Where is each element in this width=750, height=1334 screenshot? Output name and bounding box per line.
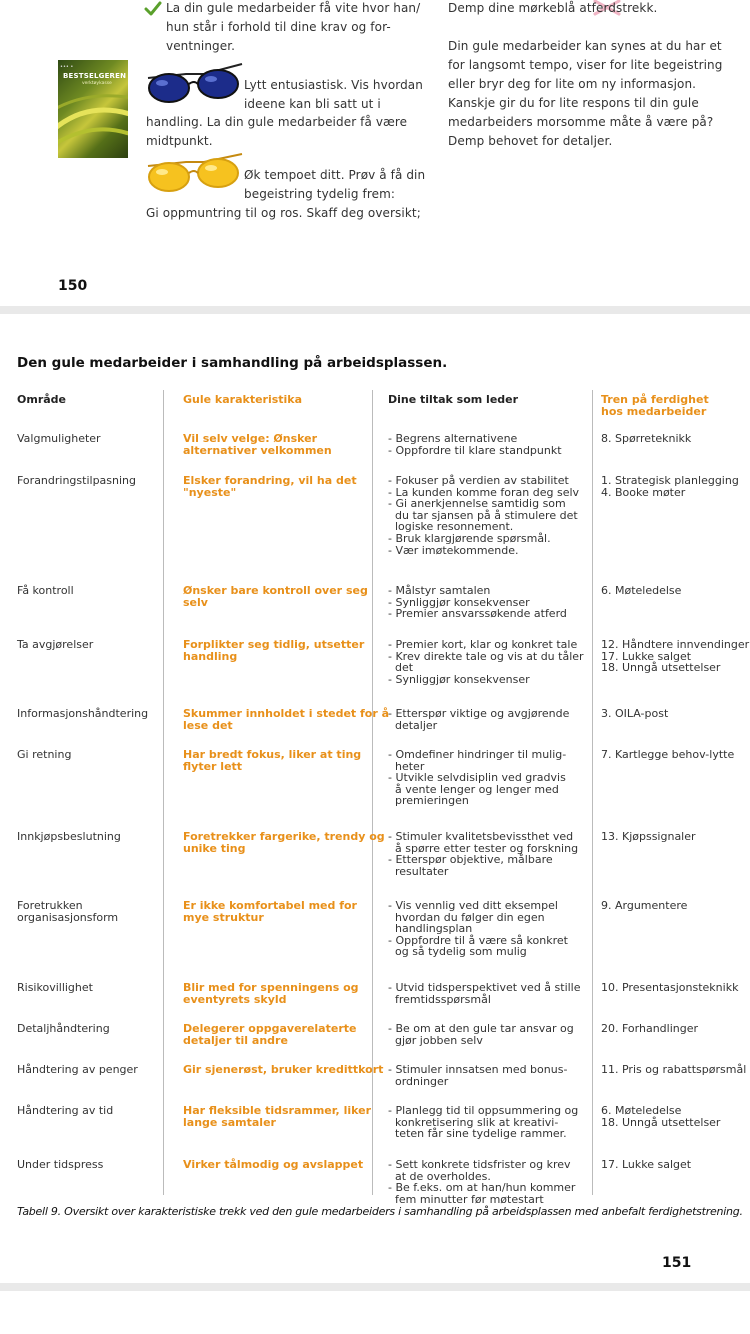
table-cell-line: unike ting	[183, 841, 246, 855]
table-cell-line: - Fokuser på verdien av stabilitet	[388, 474, 569, 487]
table-cell-line: det	[388, 661, 414, 675]
table-cell-line: hvordan du følger din egen	[388, 910, 545, 924]
table-cell-line: 17. Lukke salget	[601, 649, 692, 663]
table-cell-line: - Synliggjør konsekvenser	[388, 595, 530, 609]
table-row-1-area-cell	[17, 433, 101, 445]
table-cell-line: 18. Unngå utsettelser	[601, 661, 721, 675]
table-column-divider	[163, 390, 164, 1195]
table-row-11-area-cell	[17, 1064, 138, 1076]
table-cell-line: 1. Strategisk planlegging	[601, 474, 739, 487]
checkmark-text-2: hun står i forhold til dine krav og for-	[166, 20, 391, 34]
table-cell-line: 20. Forhandlinger	[601, 1022, 699, 1035]
encourage-text: Gi oppmuntring til og ros. Skaff deg oversikt;	[146, 206, 421, 220]
table-cell-line: organisasjonsform	[17, 910, 119, 924]
table-cell-line: å vente lenger og lenger med	[388, 782, 559, 796]
table-row-5-action-cell	[388, 708, 569, 731]
table-cell-line: Har fleksible tidsrammer, liker	[183, 1104, 372, 1117]
table-row-13-trait-cell	[183, 1159, 363, 1171]
table-cell-line: - Synliggjør konsekvenser	[388, 672, 530, 686]
table-cell-line: - Stimuler innsatsen med bonus-	[388, 1063, 568, 1076]
table-cell-line: logiske resonnement.	[388, 520, 514, 534]
bottom-divider	[0, 1283, 750, 1291]
table-cell-line: - Planlegg tid til oppsummering og	[388, 1104, 579, 1117]
checkmark-text-1: La din gule medarbeider få vite hvor han/	[166, 1, 421, 15]
table-cell-line: Valgmuligheter	[17, 432, 101, 445]
continuation-text-2: midtpunkt.	[146, 134, 213, 148]
table-row-6-area-cell	[17, 749, 71, 761]
table-cell-line: 6. Møteledelse	[601, 1104, 682, 1117]
table-cell-line: handlingsplan	[388, 922, 473, 936]
table-row-4-action-cell	[388, 639, 584, 685]
table-cell-line: Ønsker bare kontroll over seg	[183, 584, 368, 597]
right-title: Demp dine mørkeblå atferdstrekk.	[448, 1, 658, 15]
right-text-1: Din gule medarbeider kan synes at du har et	[448, 39, 722, 53]
table-cell-line: lese det	[183, 718, 233, 732]
table-cell-line: 3. OILA-post	[601, 707, 669, 720]
table-row-2-action-cell	[388, 475, 579, 556]
table-cell-line: - Gi anerkjennelse samtidig som	[388, 497, 566, 511]
table-row-2-skill-cell	[601, 475, 739, 498]
table-cell-line: Håndtering av penger	[17, 1063, 138, 1076]
table-cell-line: - Utvid tidsperspektivet ved å stille	[388, 981, 581, 994]
table-cell-line: fremtidsspørsmål	[388, 992, 491, 1006]
table-row-13-area-cell	[17, 1159, 103, 1171]
table-row-5-trait-cell	[183, 708, 389, 731]
table-cell-line: at de overholdes.	[388, 1169, 491, 1183]
table-row-11-skill-cell	[601, 1064, 746, 1076]
table-row-7-trait-cell	[183, 831, 385, 854]
table-row-5-skill-cell	[601, 708, 668, 720]
book-title: BESTSELGEREN	[63, 72, 127, 80]
table-cell-line: - Bruk klargjørende spørsmål.	[388, 531, 551, 545]
yellow-glasses-text-1: Øk tempoet ditt. Prøv å få din	[244, 168, 426, 182]
table-cell-line: "nyeste"	[183, 485, 237, 499]
book-subtitle: verktøykasse	[82, 81, 112, 86]
table-row-1-skill-cell	[601, 433, 691, 445]
table-cell-line: - Etterspør objektive, målbare	[388, 853, 553, 867]
table-cell-line: - Etterspør viktige og avgjørende	[388, 707, 570, 720]
table-cell-line: Er ikke komfortabel med for	[183, 899, 357, 912]
table-cell-line: 13. Kjøpssignaler	[601, 830, 696, 843]
table-row-4-area-cell	[17, 639, 93, 651]
table-column-divider	[592, 390, 593, 1195]
table-cell-line: - Oppfordre til å være så konkret	[388, 933, 568, 947]
table-cell-line: Virker tålmodig og avslappet	[183, 1158, 364, 1171]
table-cell-line: detaljer	[388, 718, 438, 732]
right-text-6: Demp behovet for detaljer.	[448, 134, 613, 148]
table-cell-line: 12. Håndtere innvendinger	[601, 638, 750, 651]
yellow-glasses-icon	[146, 150, 244, 196]
table-row-8-skill-cell	[601, 900, 687, 912]
table-row-6-action-cell	[388, 749, 566, 807]
table-cell-line: Få kontroll	[17, 584, 74, 597]
table-cell-line: selv	[183, 595, 208, 609]
table-cell-line: - Utvikle selvdisiplin ved gradvis	[388, 771, 566, 785]
table-cell-line: flyter lett	[183, 759, 243, 773]
table-cell-line: - Krev direkte tale og vis at du tåler	[388, 649, 584, 663]
table-cell-line: Håndtering av tid	[17, 1104, 114, 1117]
table-row-8-trait-cell	[183, 900, 357, 923]
table-row-13-skill-cell	[601, 1159, 691, 1171]
table-cell-line: 9. Argumentere	[601, 899, 688, 912]
table-row-8-area-cell	[17, 900, 118, 923]
table-cell-line: Delegerer oppgaverelaterte	[183, 1022, 357, 1035]
book-author: ••• •	[60, 64, 74, 70]
book-banana-illustration	[58, 90, 128, 158]
table-cell-line: - Premier kort, klar og konkret tale	[388, 638, 578, 651]
table-cell-line: Blir med for spenningens og	[183, 981, 359, 994]
table-cell-line: 17. Lukke salget	[601, 1158, 692, 1171]
table-cell-line: - Be f.eks. om at han/hun kommer	[388, 1181, 576, 1195]
table-row-1-action-cell	[388, 433, 562, 456]
table-cell-line: Under tidspress	[17, 1158, 104, 1171]
table-cell-line: 8. Spørreteknikk	[601, 432, 692, 445]
table-cell-line: - La kunden komme foran deg selv	[388, 485, 580, 499]
table-cell-line: du tar sjansen på å stimulere det	[388, 508, 578, 522]
table-row-3-area-cell	[17, 585, 74, 597]
dark-glasses-icon	[146, 60, 244, 106]
table-row-10-trait-cell	[183, 1023, 356, 1046]
book-cover-image	[58, 60, 128, 158]
checkmark-icon	[144, 1, 162, 17]
table-cell-line: gjør jobben selv	[388, 1033, 483, 1047]
checkmark-text-3: ventninger.	[166, 39, 236, 53]
table-cell-line: premieringen	[388, 794, 469, 808]
table-cell-line: Foretrekker fargerike, trendy og	[183, 830, 385, 843]
right-text-2: for langsomt tempo, viser for lite begeistring	[448, 58, 723, 72]
table-cell-line: 7. Kartlegge behov-lytte	[601, 748, 735, 761]
table-cell-line: - Premier ansvarssøkende atferd	[388, 607, 567, 621]
table-row-12-skill-cell	[601, 1105, 720, 1128]
table-cell-line: Informasjonshåndtering	[17, 707, 149, 720]
table-cell-line: Innkjøpsbeslutning	[17, 830, 121, 843]
table-row-7-skill-cell	[601, 831, 696, 843]
table-cell-line: alternativer velkommen	[183, 443, 332, 457]
page-number-150: 150	[58, 278, 88, 294]
table-row-4-skill-cell	[601, 639, 749, 674]
table-cell-line: - Sett konkrete tidsfrister og krev	[388, 1158, 571, 1171]
table-cell-line: teten får sine tydelige rammer.	[388, 1127, 567, 1141]
table-cell-line: - Stimuler kvalitetsbevissthet ved	[388, 830, 574, 843]
table-row-9-area-cell	[17, 982, 93, 994]
table-row-13-action-cell	[388, 1159, 575, 1205]
table-cell-line: Skummer innholdet i stedet for å	[183, 707, 390, 720]
table-row-12-trait-cell	[183, 1105, 371, 1128]
table-row-9-trait-cell	[183, 982, 359, 1005]
table-cell-line: Forandringstilpasning	[17, 474, 137, 487]
table-cell-line: Har bredt fokus, liker at ting	[183, 748, 362, 761]
table-cell-line: å spørre etter tester og forskning	[388, 841, 579, 855]
table-cell-line: fem minutter før møtestart	[388, 1192, 544, 1206]
table-header-3	[601, 394, 709, 417]
table-cell-line: 10. Presentasjonsteknikk	[601, 981, 739, 994]
table-cell-line: Risikovillighet	[17, 981, 93, 994]
table-header-3-line: hos medarbeider	[601, 404, 707, 418]
table-header-3-line: Tren på ferdighet	[601, 393, 709, 406]
table-cell-line: - Vær imøtekommende.	[388, 543, 519, 557]
table-row-2-trait-cell	[183, 475, 357, 498]
table-cell-line: - Be om at den gule tar ansvar og	[388, 1022, 574, 1035]
table-cell-line: Ta avgjørelser	[17, 638, 94, 651]
table-row-3-action-cell	[388, 585, 567, 620]
blue-glasses-text-2: ideene kan bli satt ut i	[244, 97, 381, 111]
table-row-8-action-cell	[388, 900, 568, 958]
table-row-10-skill-cell	[601, 1023, 698, 1035]
table-row-10-area-cell	[17, 1023, 110, 1035]
table-cell-line: - Omdefiner hindringer til mulig-	[388, 748, 567, 761]
table-row-9-action-cell	[388, 982, 581, 1005]
table-cell-line: detaljer til andre	[183, 1033, 288, 1047]
table-row-7-action-cell	[388, 831, 578, 877]
table-cell-line: Forplikter seg tidlig, utsetter	[183, 638, 365, 651]
table-cell-line: Vil selv velge: Ønsker	[183, 432, 318, 445]
right-text-4: Kanskje gir du for lite respons til din gule	[448, 96, 699, 110]
table-row-5-area-cell	[17, 708, 148, 720]
table-cell-line: og så tydelig som mulig	[388, 945, 527, 959]
yellow-glasses-text-2: begeistring tydelig frem:	[244, 187, 396, 201]
blue-glasses-text-1: Lytt entusiastisk. Vis hvordan	[244, 78, 423, 92]
table-caption: Tabell 9. Oversikt over karakteristiske trekk ved den gule medarbeiders i samhandling på arbeidsplassen med anbefalt ferdighetstrening.	[17, 1205, 743, 1218]
table-header-0: Område	[17, 393, 66, 406]
page-divider	[0, 306, 750, 314]
table-row-4-trait-cell	[183, 639, 364, 662]
table-row-7-area-cell	[17, 831, 121, 843]
table-cell-line: 4. Booke møter	[601, 485, 686, 499]
table-row-9-skill-cell	[601, 982, 738, 994]
right-text-5: medarbeiders morsomme måte å være på?	[448, 115, 714, 129]
table-row-12-area-cell	[17, 1105, 113, 1117]
table-cell-line: handling	[183, 649, 238, 663]
table-cell-line: Gi retning	[17, 748, 72, 761]
table-cell-line: mye struktur	[183, 910, 264, 924]
table-row-1-trait-cell	[183, 433, 332, 456]
page-number-151: 151	[662, 1255, 692, 1271]
table-cell-line: Gir sjenerøst, bruker kredittkort	[183, 1063, 384, 1076]
table-row-3-skill-cell	[601, 585, 681, 597]
table-row-11-trait-cell	[183, 1064, 383, 1076]
table-header-1: Gule karakteristika	[183, 393, 303, 406]
table-header-2: Dine tiltak som leder	[388, 393, 519, 406]
table-cell-line: Detaljhåndtering	[17, 1022, 110, 1035]
table-row-6-skill-cell	[601, 749, 734, 761]
table-cell-line: - Begrens alternativene	[388, 432, 518, 445]
table-cell-line: eventyrets skyld	[183, 992, 287, 1006]
table-row-10-action-cell	[388, 1023, 574, 1046]
table-row-2-area-cell	[17, 475, 136, 487]
table-row-6-trait-cell	[183, 749, 361, 772]
table-title: Den gule medarbeider i samhandling på arbeidsplassen.	[17, 355, 448, 371]
right-text-3: eller bryr deg for lite om ny informasjon.	[448, 77, 697, 91]
table-cell-line: - Oppfordre til klare standpunkt	[388, 443, 562, 457]
table-cell-line: 6. Møteledelse	[601, 584, 682, 597]
continuation-text-1: handling. La din gule medarbeider få være	[146, 115, 408, 129]
table-cell-line: konkretisering slik at kreativi-	[388, 1115, 559, 1129]
table-cell-line: heter	[388, 759, 425, 773]
table-cell-line: Elsker forandring, vil ha det	[183, 474, 357, 487]
table-cell-line: resultater	[388, 864, 449, 878]
table-cell-line: 18. Unngå utsettelser	[601, 1115, 721, 1129]
table-cell-line: - Vis vennlig ved ditt eksempel	[388, 899, 558, 912]
table-row-12-action-cell	[388, 1105, 578, 1140]
table-cell-line: - Målstyr samtalen	[388, 584, 491, 597]
table-cell-line: Foretrukken	[17, 899, 83, 912]
table-cell-line: ordninger	[388, 1074, 449, 1088]
table-cell-line: 11. Pris og rabattspørsmål	[601, 1063, 747, 1076]
table-row-3-trait-cell	[183, 585, 368, 608]
table-row-11-action-cell	[388, 1064, 567, 1087]
table-cell-line: lange samtaler	[183, 1115, 276, 1129]
